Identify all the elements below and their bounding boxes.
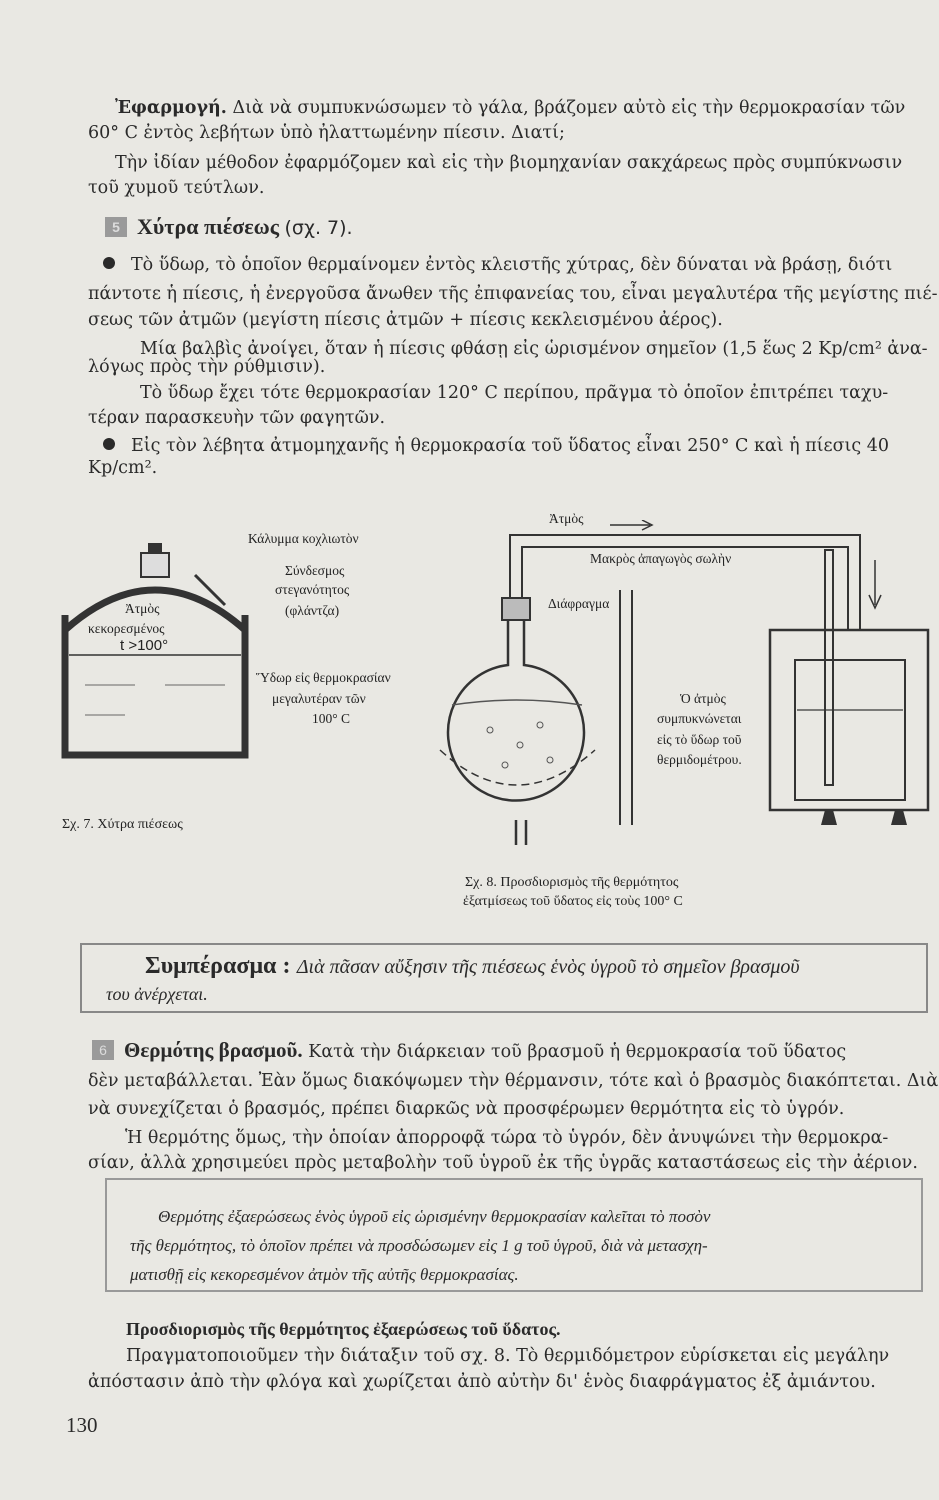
vaporization-apparatus-diagram (430, 520, 930, 850)
fig7-label-steam-1: Ἀτμὸς (125, 601, 160, 616)
definition-line-2: τῆς θερμότητος, τὸ ὁποῖον πρέπει νὰ προσδώσωμεν εἰς 1 g τοῦ ὑγροῦ, διὰ νὰ μετασχη- (130, 1236, 708, 1255)
burner (516, 820, 526, 845)
flask (448, 620, 584, 801)
section6-line-2: δὲν μεταβάλλεται. Ἐὰν ὅμως διακόψωμεν τὴν θέρμανσιν, τότε καὶ ὁ βρασμὸς διακόπτεται. Διὰ (88, 1071, 939, 1091)
determination-line-2: ἀπόστασιν ἀπὸ τὴν φλόγα καὶ χωρίζεται ἀπὸ αὐτὴν δι' ἑνὸς διαφράγματος ἐξ ἀμιάντου. (88, 1372, 876, 1392)
determination-title: Προσδιορισμὸς τῆς θερμότητος ἐξαερώσεως τοῦ ὕδατος. (126, 1319, 561, 1339)
fig7-label-lid: Κάλυμμα κοχλιωτὸν (248, 531, 359, 546)
section5-number: 5 (105, 217, 127, 237)
application-text-1: Διὰ νὰ συμπυκνώσωμεν τὸ γάλα, βράζομεν αὐτὸ εἰς τὴν θερμοκρασίαν τῶν (232, 98, 906, 118)
section5-line-7: τέραν παρασκευὴν τῶν φαγητῶν. (88, 408, 386, 428)
fig8-label-tube: Μακρὸς ἀπαγωγὸς σωλὴν (590, 551, 732, 566)
valve-body (141, 553, 169, 577)
section6-line-5: σίαν, ἀλλὰ χρησιμεύει πρὸς μεταβολὴν τοῦ ὑγροῦ ἐκ τῆς ὑγρᾶς καταστάσεως εἰς τὴν ἀέριον. (88, 1153, 918, 1173)
page-number: 130 (66, 1413, 98, 1437)
bullet-icon (103, 438, 115, 450)
valve-cap (148, 543, 162, 553)
stopper (502, 598, 530, 620)
application-line-4: τοῦ χυμοῦ τεύτλων. (88, 178, 265, 198)
fig8-caption-1: Σχ. 8. Προσδιορισμὸς τῆς θερμότητος (465, 875, 679, 890)
fig7-label-water-1: Ὕδωρ εἰς θερμοκρασίαν (256, 670, 391, 685)
definition-line-1: Θερμότης ἐξαερώσεως ἑνὸς ὑγροῦ εἰς ὡρισμένην θερμοκρασίαν καλεῖται τὸ ποσὸν (158, 1207, 711, 1226)
fig7-label-seal-3: (φλάντζα) (285, 603, 340, 618)
conclusion-line-2: του ἀνέρχεται. (106, 984, 208, 1004)
fig7-label-steam-3: t >100° (120, 637, 169, 654)
section5-line-4: Μία βαλβὶς ἀνοίγει, ὅταν ἡ πίεσις φθάσῃ εἰς ὡρισμένον σημεῖον (1,5 ἕως 2 Kp/cm² ἀνα- (140, 339, 928, 359)
fig8-label-cond-2: συμπυκνώνεται (657, 711, 742, 726)
calorimeter-inner (795, 660, 905, 800)
section6-text-1: Κατὰ τὴν διάρκειαν τοῦ βρασμοῦ ἡ θερμοκρασία τοῦ ὕδατος (308, 1042, 847, 1062)
section5-line-5: λόγως πρὸς τὴν ρύθμισιν). (88, 357, 326, 377)
thermometer (825, 550, 833, 785)
section5-text-8: Εἰς τὸν λέβητα ἀτμομηχανῆς ἡ θερμοκρασία τοῦ ὕδατος εἶναι 250° C καὶ ἡ πίεσις 40 (131, 436, 890, 456)
support-foot (821, 810, 837, 825)
bubble (547, 757, 553, 763)
section5-text-1: Τὸ ὕδωρ, τὸ ὁποῖον θερμαίνομεν ἐντὸς κλειστῆς χύτρας, δὲν δύναται νὰ βράσῃ, διότι (131, 255, 893, 275)
fig8-label-cond-4: θερμιδομέτρου. (657, 752, 742, 767)
bubble (537, 722, 543, 728)
bubble (517, 742, 523, 748)
fig8-label-steam: Ἀτμὸς (549, 511, 584, 526)
section5-line-1 (103, 253, 892, 278)
fig7-label-water-2: μεγαλυτέραν τῶν (272, 691, 366, 706)
bubble (502, 762, 508, 768)
application-label: Ἐφαρμογή. (115, 98, 227, 118)
section6-line-3: νὰ συνεχίζεται ὁ βρασμός, πρέπει διαρκῶς νὰ προσφέρωμεν θερμότητα εἰς τὸ ὑγρόν. (88, 1099, 845, 1119)
bullet-icon (103, 257, 115, 269)
fig8-caption-2: ἐξατμίσεως τοῦ ὕδατος εἰς τοὺς 100° C (463, 894, 683, 909)
definition-line-3: ματισθῇ εἰς κεκορεσμένον ἀτμὸν τῆς αὐτῆς θερμοκρασίας. (130, 1265, 519, 1284)
determination-line-1: Πραγματοποιοῦμεν τὴν διάταξιν τοῦ σχ. 8. Τὸ θερμιδόμετρον εὑρίσκεται εἰς μεγάλην (126, 1346, 890, 1366)
application-line-2: 60° C ἐντὸς λεβήτων ὑπὸ ἠλαττωμένην πίεσιν. Διατί; (88, 123, 565, 143)
flame-shield (440, 750, 595, 785)
section5-line-3: σεως τῶν ἀτμῶν (μεγίστη πίεσις ἀτμῶν + πίεσις κεκλεισμένου ἀέρος). (88, 310, 723, 330)
section5-line-2: πάντοτε ἡ πίεσις, ἡ ἐνεργοῦσα ἄνωθεν τῆς ἐπιφανείας του, εἶναι μεγαλυτέρα τῆς μεγίστης πιέ- (88, 284, 938, 304)
fig7-label-water-3: 100° C (312, 711, 351, 726)
fig8-label-cond-1: Ὁ ἀτμὸς (680, 691, 726, 706)
conclusion-text: Διὰ πᾶσαν αὔξησιν τῆς πιέσεως ἑνὸς ὑγροῦ τὸ σημεῖον βρασμοῦ (296, 956, 800, 978)
conclusion-title: Συμπέρασμα : (145, 953, 291, 979)
support-foot (891, 810, 907, 825)
section6-line-4: Ἡ θερμότης ὅμως, τὴν ὁποίαν ἀπορροφᾷ τώρα τὸ ὑγρόν, δὲν ἀνυψώνει τὴν θερμοκρα- (125, 1128, 889, 1148)
boiling-water-surface (452, 700, 582, 705)
section5-line-8 (103, 434, 889, 459)
fig7-label-steam-2: κεκορεσμένος (88, 621, 165, 636)
bubble (487, 727, 493, 733)
section5-heading (105, 214, 353, 240)
conclusion-line-1 (145, 953, 800, 980)
fig8-label-diaphragm: Διάφραγμα (548, 596, 610, 611)
section5-line-9: Kp/cm². (88, 458, 158, 478)
fig7-label-seal-1: Σύνδεσμος (285, 563, 345, 578)
section5-ref: (σχ. 7). (284, 217, 353, 239)
section5-line-6: Τὸ ὕδωρ ἔχει τότε θερμοκρασίαν 120° C περίπου, πρᾶγμα τὸ ὁποῖον ἐπιτρέπει ταχυ- (140, 383, 889, 403)
application-line-1 (115, 96, 905, 121)
application-line-3: Τὴν ἰδίαν μέθοδον ἐφαρμόζομεν καὶ εἰς τὴν βιομηχανίαν σακχάρεως πρὸς συμπύκνωσιν (115, 153, 903, 173)
section6-line-1 (92, 1038, 846, 1065)
fig8-label-cond-3: εἰς τὸ ὕδωρ τοῦ (657, 732, 742, 747)
fig7-label-seal-2: στεγανότητος (275, 582, 350, 597)
fig7-caption: Σχ. 7. Χύτρα πιέσεως (62, 817, 183, 832)
section5-title: Χύτρα πιέσεως (137, 214, 280, 239)
section6-number: 6 (92, 1040, 114, 1060)
section6-title: Θερμότης βρασμοῦ. (124, 1038, 303, 1062)
